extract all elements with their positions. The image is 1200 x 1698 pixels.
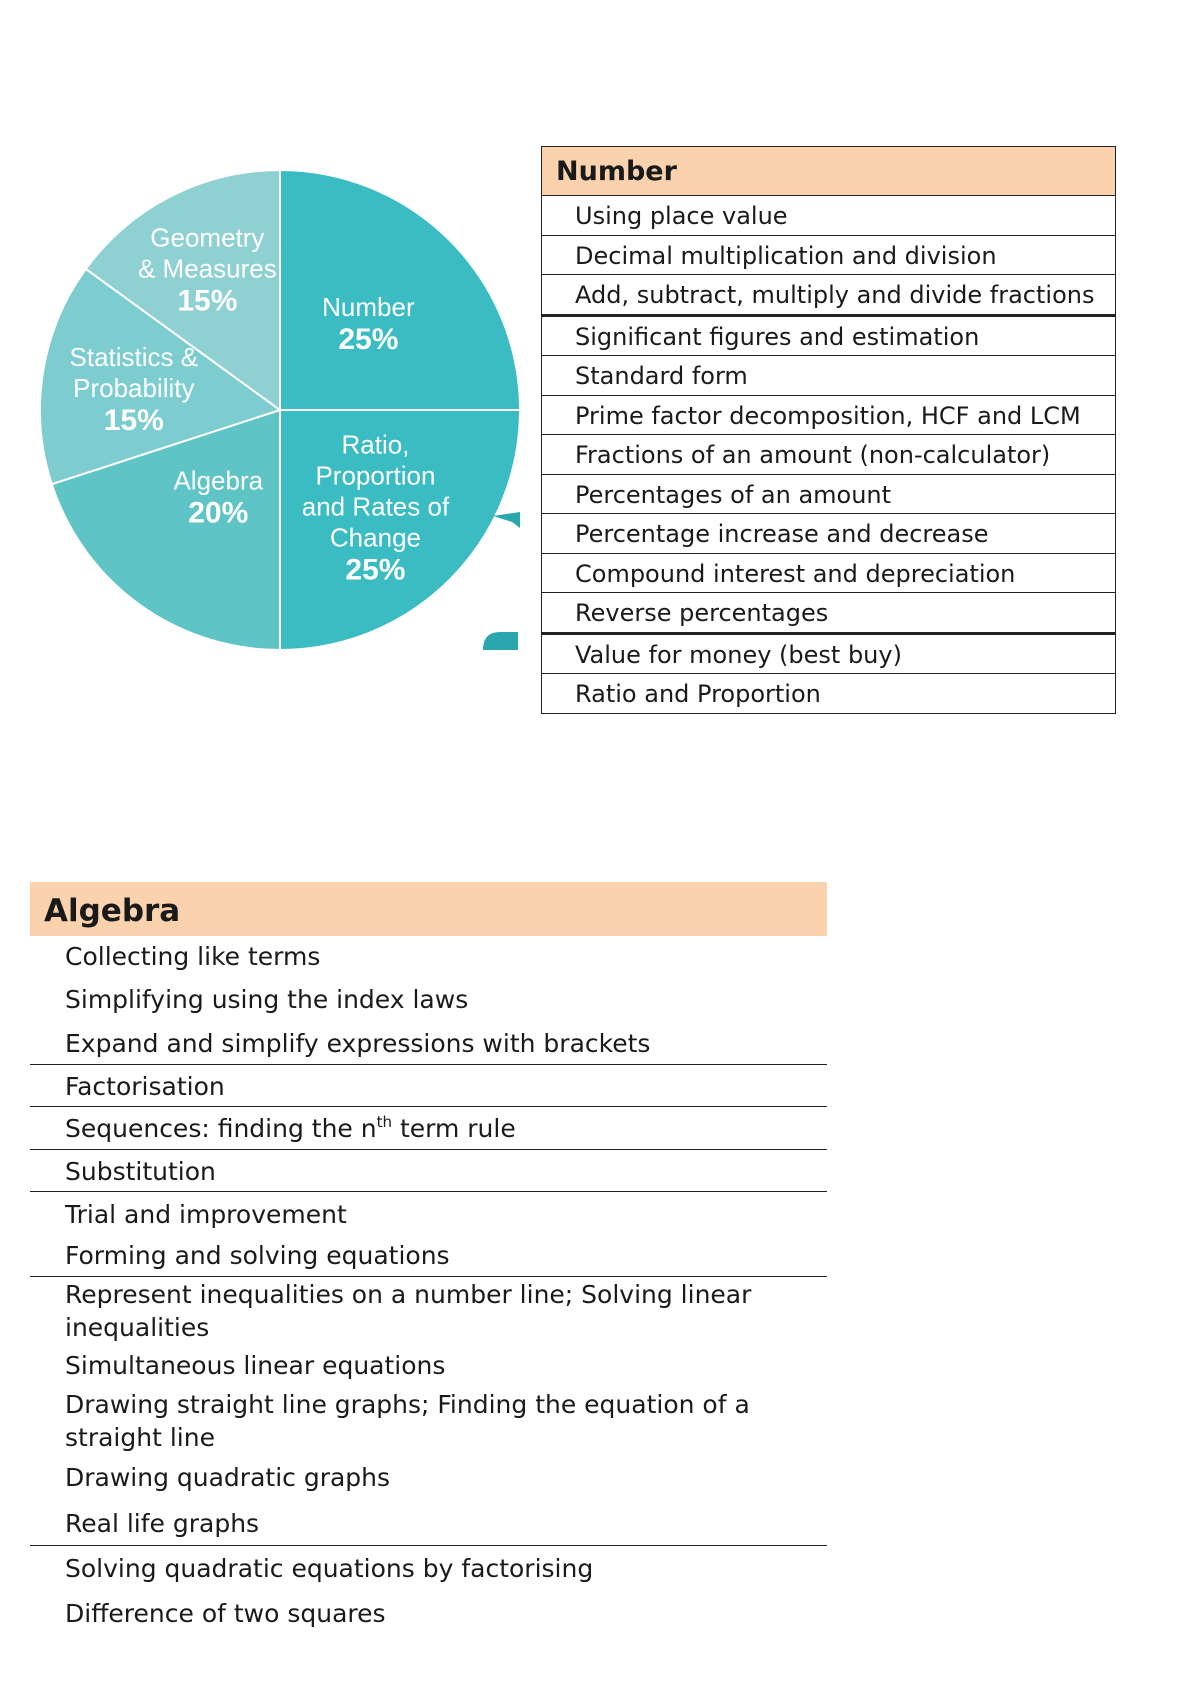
list-item: Simplifying using the index laws [65,985,469,1014]
pie-slice-label: Algebra [173,465,264,496]
number-table-heading: Number [542,147,1115,196]
pie-slice-value-label: 15% [103,403,164,437]
table-row: Fractions of an amount (non-calculator) [542,435,1115,475]
algebra-table-heading: Algebra [30,882,827,936]
number-topics-table [541,146,1116,714]
pie-slice-value-label: 15% [177,284,238,318]
pie-slice-label: and Rates of [301,491,450,522]
pie-slice-label: Proportion [315,460,436,491]
pie-slice-value-label: 25% [345,553,406,587]
table-row: Standard form [542,356,1115,396]
list-item: Real life graphs [30,1503,827,1546]
pie-chart-svg [30,160,570,680]
table-row: Prime factor decomposition, HCF and LCM [542,396,1115,436]
algebra-topics-table [30,882,827,1636]
list-item: Substitution [30,1150,827,1192]
subject-weighting-pie-chart [30,160,570,680]
pie-slice-value-label: 25% [338,323,399,357]
list-item: Trial and improvement [65,1200,347,1229]
table-row: Value for money (best buy) [542,635,1115,675]
list-item: Difference of two squares [65,1599,386,1628]
pie-slice-label: Statistics & [69,341,199,372]
table-row: Add, subtract, multiply and divide fractions [542,275,1115,317]
table-row: Ratio and Proportion [542,674,1115,714]
list-item: Forming and solving equations [30,1235,827,1277]
pie-slice-label: & Measures [137,253,277,284]
tab-mark-icon [483,632,518,650]
table-row: Reverse percentages [542,593,1115,635]
list-item: Factorisation [30,1065,827,1107]
pie-slice-value-label: 20% [188,496,249,530]
table-row: Using place value [542,196,1115,236]
pie-slice-label: Number [322,292,415,323]
pie-slice-label: Change [329,522,421,553]
pie-slice-label: Ratio, [341,429,410,460]
list-item: Represent inequalities on a number line; Solving linear inequalities [65,1280,752,1342]
list-item: Drawing straight line graphs; Finding the equation of a straight line [65,1390,750,1452]
table-row: Percentages of an amount [542,475,1115,515]
table-row: Decimal multiplication and division [542,236,1115,276]
table-row: Percentage increase and decrease [542,514,1115,554]
table-row: Significant figures and estimation [542,317,1115,357]
list-item: Expand and simplify expressions with brackets [30,1022,827,1065]
list-item: Drawing quadratic graphs [65,1463,391,1492]
list-item: Solving quadratic equations by factorising [65,1554,594,1583]
table-row: Compound interest and depreciation [542,554,1115,594]
pie-slice-label: Geometry [150,222,265,253]
list-item: Sequences: finding the $n^{th}$ term rule [30,1107,827,1150]
pie-slice-label: Probability [73,372,195,403]
pie-slice [280,170,520,410]
list-item: Collecting like terms [65,942,321,971]
list-item: Simultaneous linear equations [65,1351,446,1380]
